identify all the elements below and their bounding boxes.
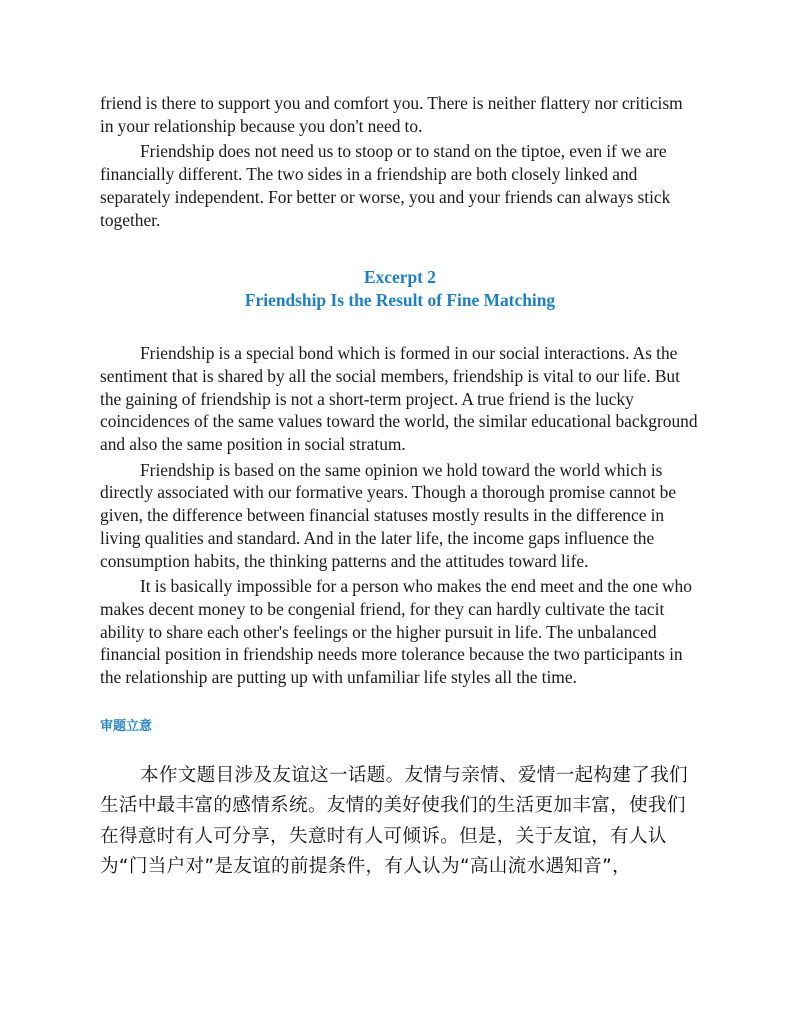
excerpt-paragraph-1: Friendship is a special bond which is formed in our social interactions. As the sentiment that is shared by all the social members, friendship is vital to our life. But the gaining of friendship is not a short-term project. A true friend is the lucky coincidences of the same values toward the world, the similar educational background and also the same position in social stratum. [100, 343, 698, 455]
document-page [100, 92, 700, 901]
excerpt-heading [100, 266, 700, 312]
body-paragraph-1: friend is there to support you and comfort you. There is neither flattery nor criticism in your relationship because you don't need to. [100, 93, 683, 136]
excerpt-paragraph-3: It is basically impossible for a person who makes the end meet and the one who makes decent money to be congenial friend, for they can hardly cultivate the tacit ability to share each other's feelings or the higher pursuit in life. The unbalanced financial position in friendship needs more tolerance because the two participants in the relationship are putting up with unfamiliar life styles all the time. [100, 576, 692, 688]
analysis-paragraph-1: 本作文题目涉及友谊这一话题。友情与亲情、爱情一起构建了我们生活中最丰富的感情系统。友情的美好使我们的生活更加丰富，使我们在得意时有人可分享，失意时有人可倾诉。但是，关于友谊，有人认为“门当户对”是友谊的前提条件，有人认为“高山流水遇知音”， [100, 764, 688, 878]
excerpt-title: Friendship Is the Result of Fine Matching [244, 290, 556, 311]
excerpt-label: Excerpt 2 [364, 267, 436, 288]
excerpt-paragraph-2: Friendship is based on the same opinion we hold toward the world which is directly associated with our formative years. Though a thorough promise cannot be given, the difference between financial statuses mostly results in the difference in living qualities and standard. And in the later life, the income gaps influence the consumption habits, the thinking patterns and the attitudes toward life. [100, 459, 677, 571]
analysis-section-label: 审题立意 [100, 718, 153, 734]
body-paragraph-2: Friendship does not need us to stoop or to stand on the tiptoe, even if we are financially different. The two sides in a friendship are both closely linked and separately independent. For better or worse, you and your friends can always stick together. [100, 141, 671, 230]
